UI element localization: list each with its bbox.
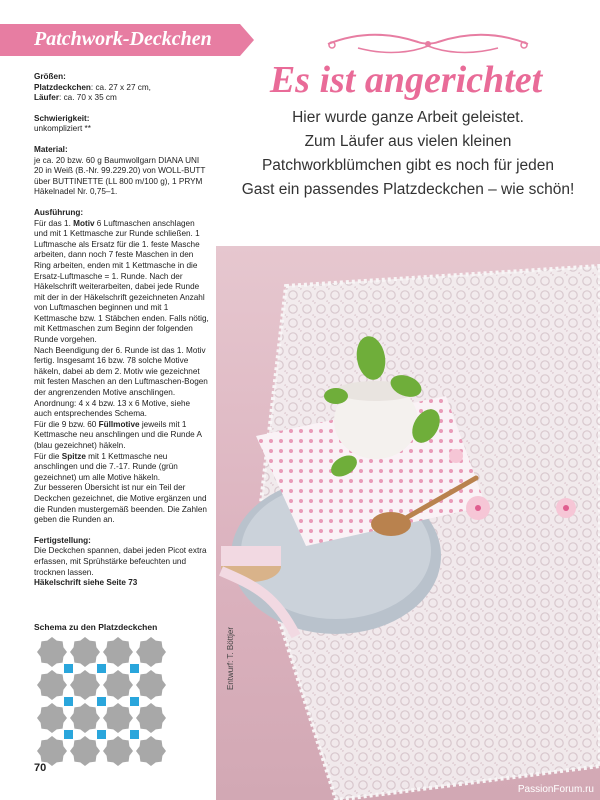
schema-motif [37, 670, 67, 700]
schema-filler [130, 664, 139, 673]
schema-filler [64, 730, 73, 739]
schema-motif [136, 670, 166, 700]
schema-motif [70, 703, 100, 733]
difficulty-value: unkompliziert ** [34, 124, 91, 134]
material-heading: Material: [34, 144, 68, 154]
intro-text [218, 106, 598, 202]
instructions-column [34, 72, 210, 589]
sizes-line: Platzdeckchen: ca. 27 x 27 cm, [34, 82, 151, 92]
section-banner [0, 24, 240, 56]
schema-motif [103, 703, 133, 733]
schema-motif [70, 736, 100, 766]
schema-motif [103, 736, 133, 766]
execution-paragraph: Zur besseren Übersicht ist nur ein Teil der Deckchen gezeichnet, die Motive ergänzen und die Runden mustergemäß beenden. Die Zahlen geben die Runden an. [34, 483, 207, 525]
schema-filler [97, 664, 106, 673]
schema-motif [136, 637, 166, 667]
schema-motif [37, 637, 67, 667]
schema-motif [103, 670, 133, 700]
sizes-heading: Größen: [34, 72, 66, 81]
execution-paragraph: Nach Beendigung der 6. Runde ist das 1. Motiv fertig. Insgesamt 16 bzw. 78 solche Motive häkeln, dabei ab dem 2. Motiv wie gezeichnet mit festen Maschen an den Luftmaschen-Bogen der angrenzenden Motive anschlingen. Anordnung: 4 x 4 bzw. 13 x 6 Motive, siehe auch entsprechendes Schema. [34, 345, 208, 419]
intro-line: Patchworkblümchen gibt es noch für jeden [261, 157, 555, 174]
page-title: Es ist angerichtet [269, 59, 543, 101]
finishing-heading: Fertigstellung: [34, 535, 91, 545]
schema-filler [130, 730, 139, 739]
finishing-text: Die Deckchen spannen, dabei jeden Picot extra erfassen, mit Sprühstärke befeuchten und trocknen lassen. [34, 546, 207, 577]
intro-line: Hier wurde ganze Arbeit geleistet. [292, 109, 524, 126]
schema-filler [64, 664, 73, 673]
schema-filler [97, 697, 106, 706]
execution-paragraph: Für die 9 bzw. 60 Füllmotive jeweils mit 1 Kettmasche neu anschlingen und die Runde A (blau gezeichnet) häkeln. [34, 419, 202, 450]
schema-motif [136, 703, 166, 733]
execution-paragraph: Für das 1. Motiv 6 Luftmaschen anschlagen und mit 1 Kettmasche zur Runde schließen. 1 Luftmasche als Ersatz für die 1. feste Masche arbeiten, dann noch 7 feste Maschen in den Ring arbeiten, enden mit 1 Kettmasche in die Ersatz-Luftmasche = 1. Runde. Nach der Häkelschrift weiterarbeiten, dabei jede Runde mit der in der Häkelschrift gezeichneten Anzahl von Luftmaschen beginnen und mit 1 Kettmasche bzw. 1 Stäbchen enden. Falls nötig, mit Kettmaschen zum Beginn der folgenden Runde vorgehen. [34, 218, 209, 345]
intro-line: Gast ein passendes Platzdeckchen – wie schön! [241, 181, 575, 198]
execution-heading: Ausführung: [34, 207, 84, 217]
motif-schema-diagram [34, 636, 174, 766]
schema-motif [136, 736, 166, 766]
schema-filler [97, 730, 106, 739]
schema-block [34, 622, 174, 771]
difficulty-heading: Schwierigkeit: [34, 113, 90, 123]
schema-title: Schema zu den Platzdeckchen [34, 622, 158, 632]
design-credit: Entwurf: T. Böttjer [226, 627, 235, 690]
schema-filler [130, 697, 139, 706]
page-number: 70 [34, 762, 47, 774]
schema-motif [70, 637, 100, 667]
schema-motif [70, 670, 100, 700]
schema-filler [64, 697, 73, 706]
watermark: PassionForum.ru [517, 784, 594, 795]
chart-reference: Häkelschrift siehe Seite 73 [34, 578, 138, 588]
photo [216, 246, 600, 800]
sizes-line: Läufer: ca. 70 x 35 cm [34, 93, 117, 103]
material-text: je ca. 20 bzw. 60 g Baumwollgarn DIANA UNI 20 in Weiß (B.-Nr. 99.229.20) von WOLL-BUTT über BUTTINETTE (LL 800 m/100 g), 1 PRYM Häkelnadel Nr. 0,75–1. [34, 155, 206, 197]
banner-label: Patchwork-Deckchen [34, 28, 212, 50]
intro-line: Zum Läufer aus vielen kleinen [304, 133, 512, 150]
execution-paragraph: Für die Spitze mit 1 Kettmasche neu anschlingen und die 7.-17. Runde (grün gezeichnet) um alle Motive häkeln. [34, 451, 178, 482]
schema-motif [103, 637, 133, 667]
ornament-icon [318, 30, 538, 58]
schema-motif [37, 703, 67, 733]
doily-photo-illustration [216, 246, 600, 800]
